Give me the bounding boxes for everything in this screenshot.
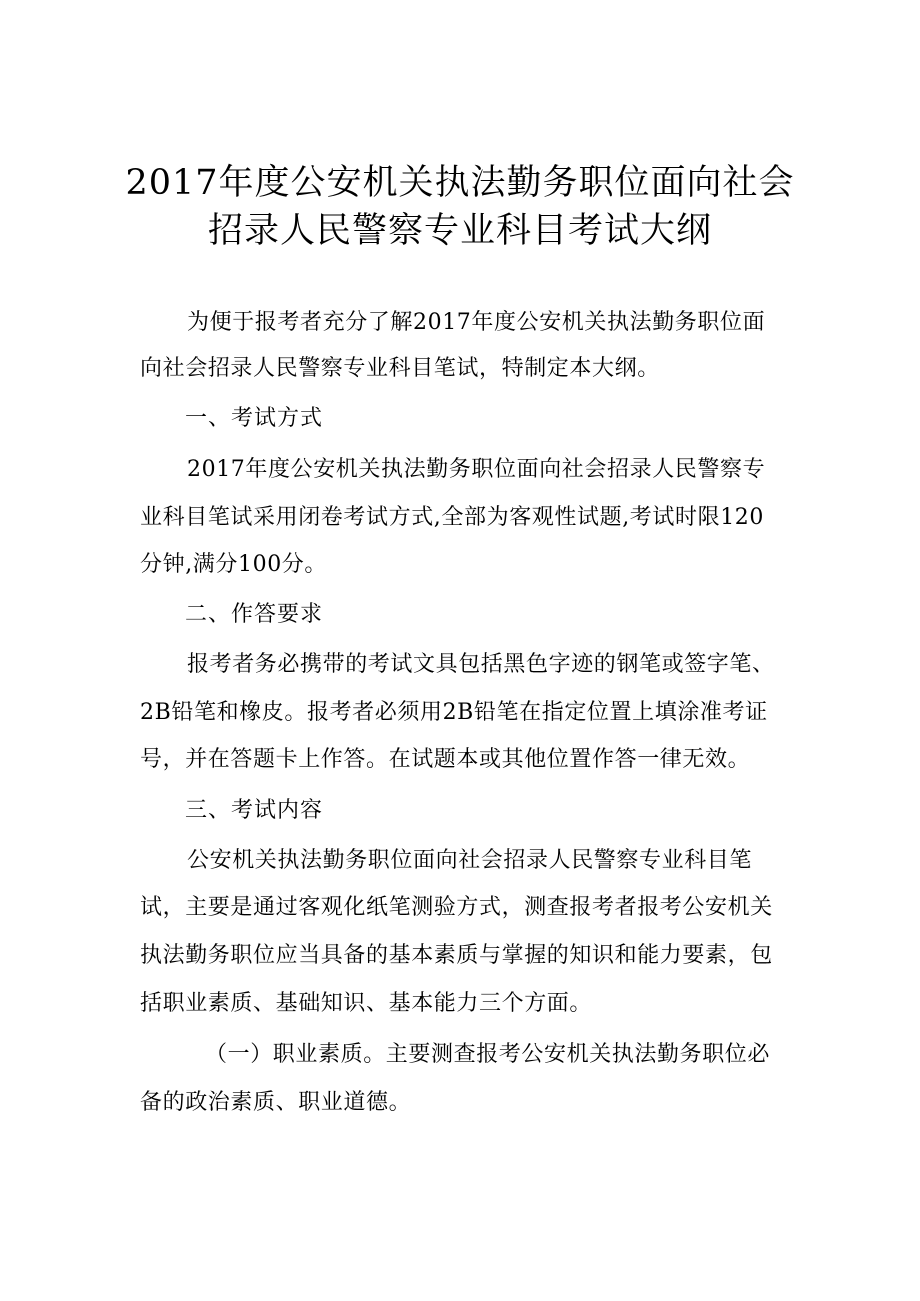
section-heading-exam-format: 一、考试方式 (185, 406, 324, 431)
section-heading-exam-content: 三、考试内容 (185, 798, 324, 823)
section3-line-3: 执法勤务职位应当具备的基本素质与掌握的知识和能力要素，包 (140, 943, 773, 968)
section1-line-3: 分钟,满分100分。 (140, 552, 327, 577)
section2-line-3: 号，并在答题卡上作答。在试题本或其他位置作答一律无效。 (140, 747, 751, 772)
section1-line-1: 2017年度公安机关执法勤务职位面向社会招录人民警察专 (187, 457, 766, 482)
section-heading-answer-requirements: 二、作答要求 (185, 602, 324, 627)
section3-line-4: 括职业素质、基础知识、基本能力三个方面。 (140, 991, 593, 1016)
subsection-1-line-1: （一）职业素质。主要测查报考公安机关执法勤务职位必 (205, 1042, 771, 1067)
subsection-1-line-2: 备的政治素质、职业道德。 (140, 1090, 412, 1115)
section3-line-2: 试，主要是通过客观化纸笔测验方式，测查报考者报考公安机关 (140, 895, 773, 920)
section2-line-1: 报考者务必携带的考试文具包括黑色字迹的钢笔或签字笔、 (187, 652, 775, 677)
document-title-line-2: 招录人民警察专业科目考试大纲 (207, 211, 712, 251)
section2-line-2: 2B铅笔和橡皮。报考者必须用2B铅笔在指定位置上填涂准考证 (140, 700, 768, 725)
section3-line-1: 公安机关执法勤务职位面向社会招录人民警察专业科目笔 (187, 848, 753, 873)
intro-line-1: 为便于报考者充分了解2017年度公安机关执法勤务职位面 (187, 310, 766, 335)
section1-line-2: 业科目笔试采用闭卷考试方式,全部为客观性试题,考试时限120 (140, 505, 764, 530)
intro-line-2: 向社会招录人民警察专业科目笔试，特制定本大纲。 (140, 356, 660, 381)
document-title-line-1: 2017年度公安机关执法勤务职位面向社会 (125, 163, 795, 203)
